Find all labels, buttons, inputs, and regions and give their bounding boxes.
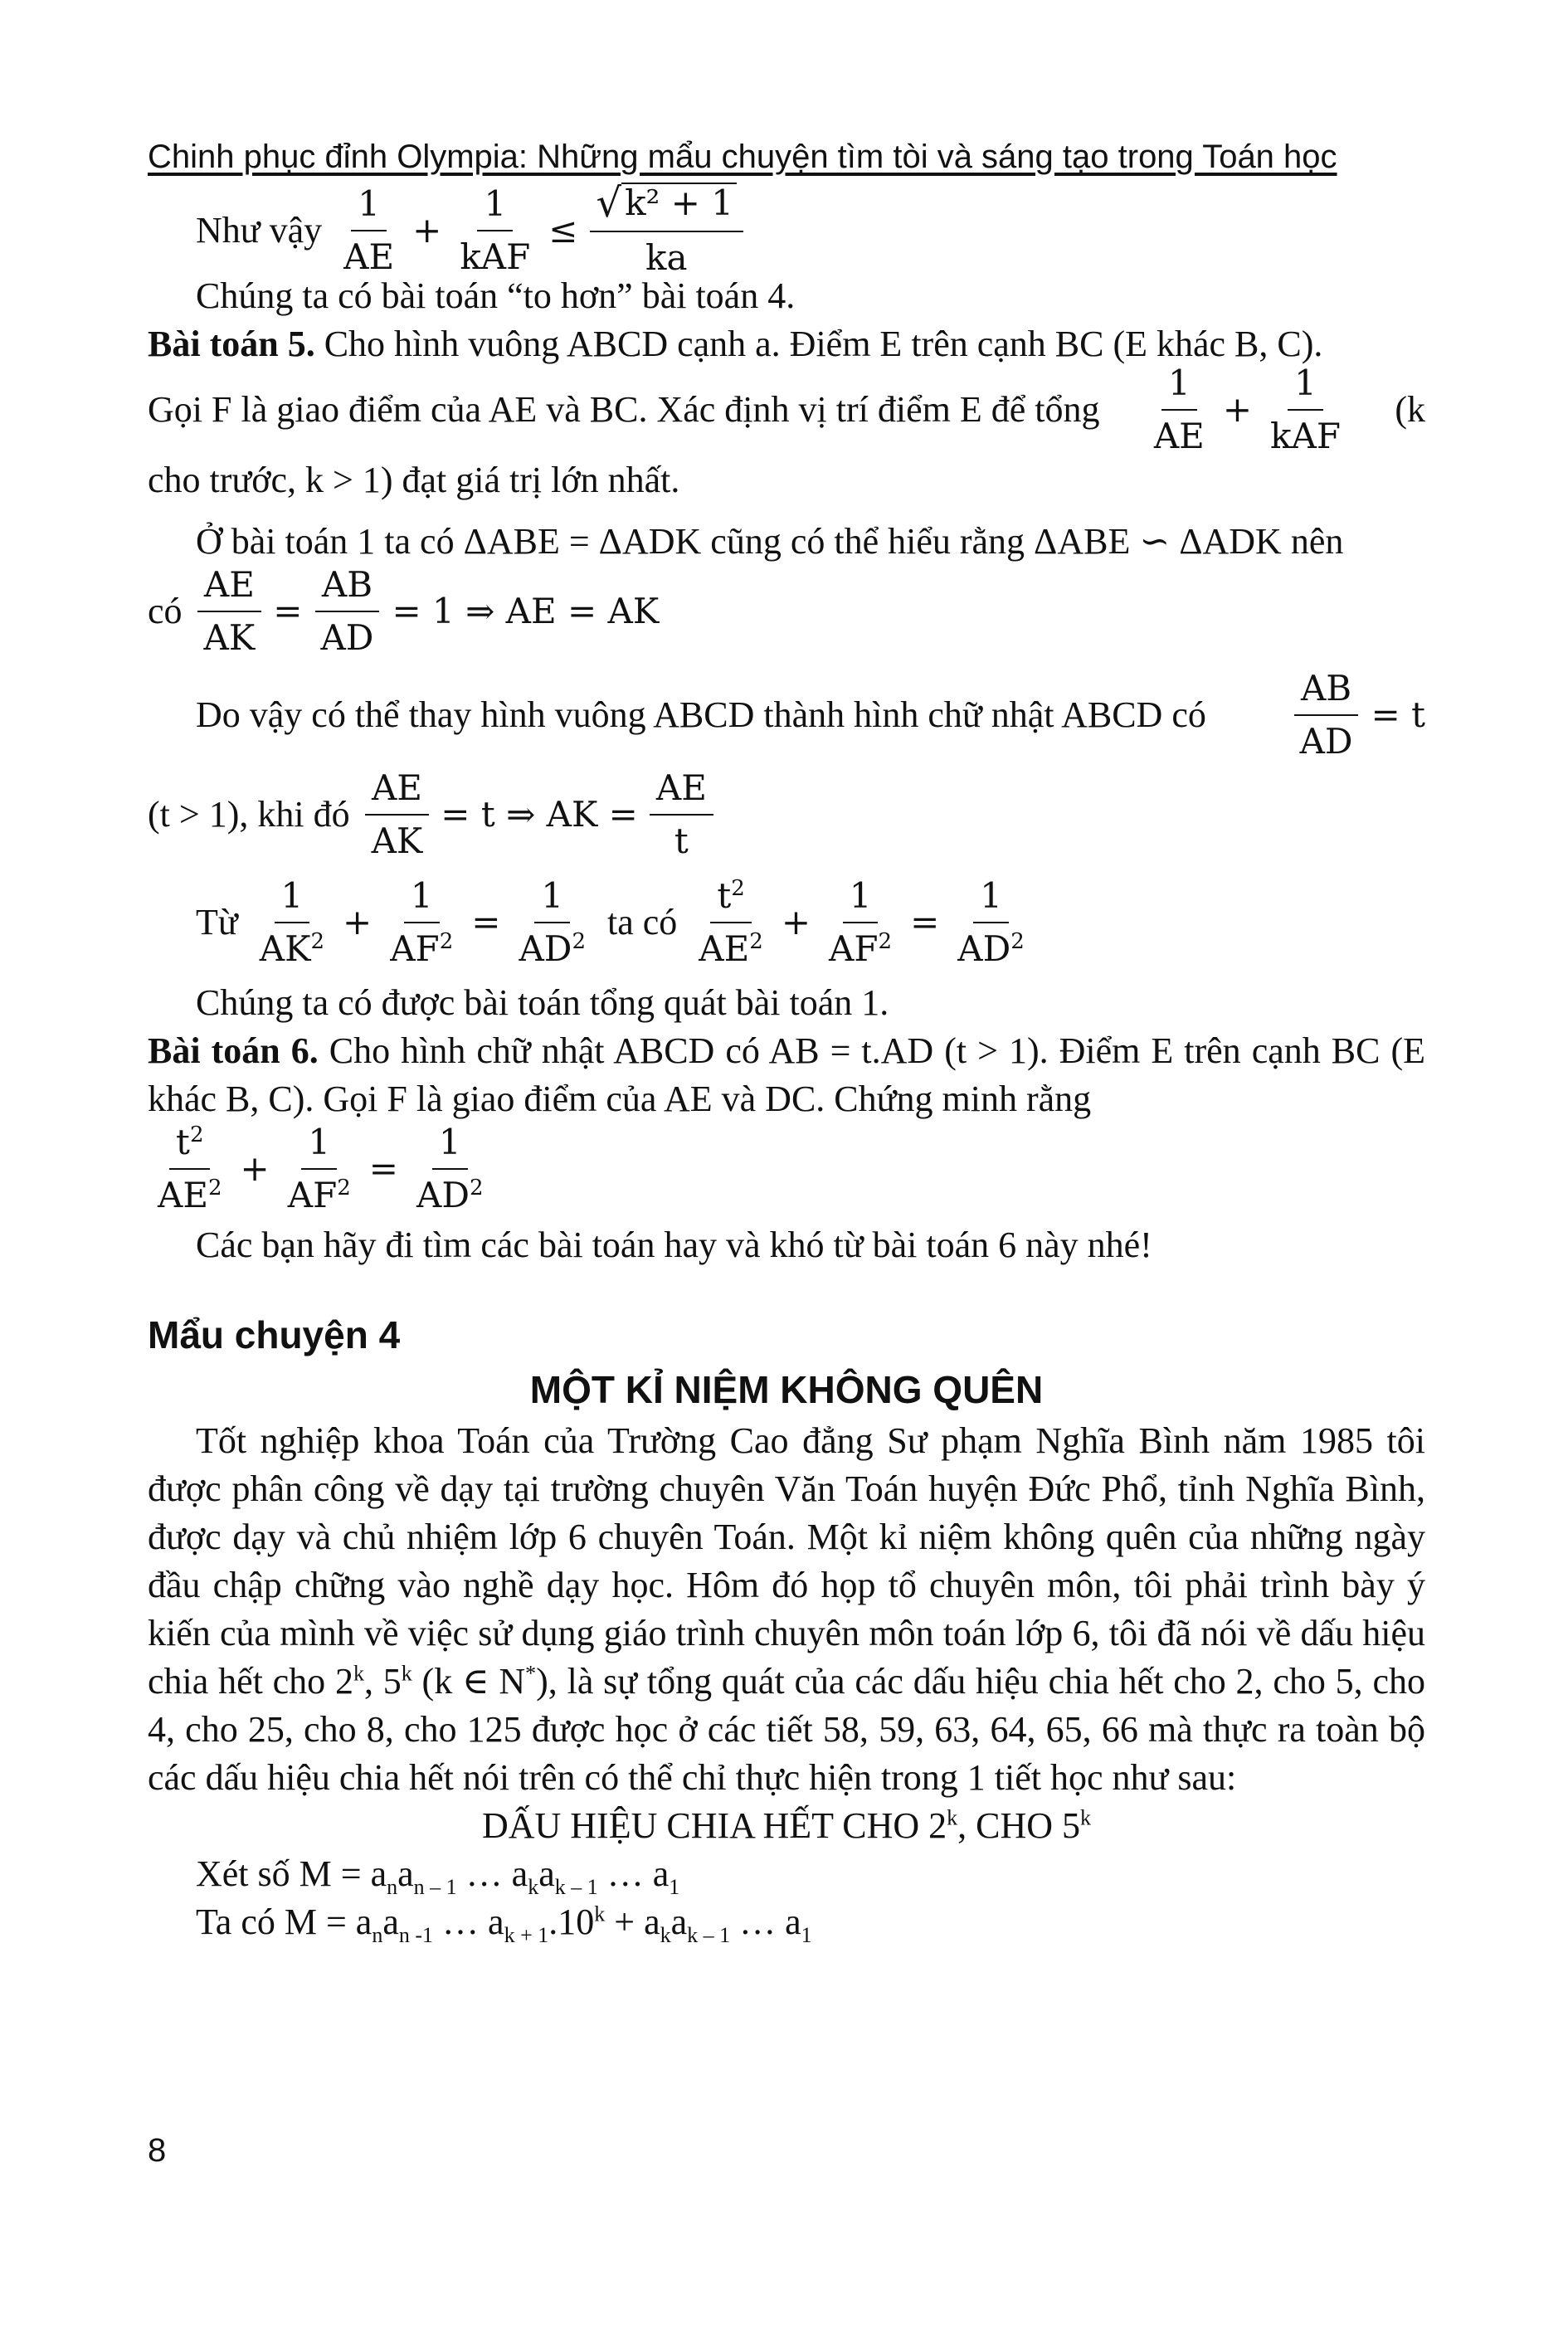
fraction: $\frac{1}{AF^2}$ — [287, 1122, 351, 1215]
inequality-lead: Như vậy — [196, 210, 323, 251]
problem-6-text: Bài toán 6. Cho hình chữ nhật ABCD có AB = t.AD (t > 1). Điểm E trên cạnh BC (E khác B, C). Gọi F là giao điểm của AE và DC. Chứng minh rằng — [148, 1030, 1426, 1119]
story-title: MỘT KỈ NIỆM KHÔNG QUÊN — [529, 1368, 1044, 1411]
invitation-line: Các bạn hãy đi tìm các bài toán hay và khó từ bài toán 6 này nhé! — [196, 1225, 1152, 1265]
fraction: √ k² + 1 ka — [587, 183, 747, 279]
inequality-formula: $\frac{1}{AE}$ + $\frac{1}{\text{kAF}}$ ≤ √ k² + 1 ka — [334, 183, 747, 279]
t-ratio-line: (t > 1), khi đó $\frac{AE}{AK}$ = t ⇒ AK = $\frac{AE}{t}$ — [148, 765, 1425, 864]
fraction: $\frac{t^2}{AE^2}$ — [699, 875, 763, 969]
remark-similar-triangles: Ở bài toán 1 ta có ΔABE = ΔADK cũng có thể hiểu rằng ΔABE ∽ ΔADK nên — [196, 521, 1344, 562]
square-root: √ k² + 1 — [597, 183, 738, 224]
identity-left: $\frac{1}{AK^2}$ + $\frac{1}{AF^2}$ = $\frac{1}{AD^2}$ — [250, 875, 596, 970]
fraction: $\frac{AE}{AK}$ — [194, 564, 265, 659]
problem-5-line2: Gọi F là giao điểm của AE và BC. Xác định vị trí điểm E để tổng $\frac{1}{AE}$ + $\frac{1}{\text{kAF}}$ (k — [148, 363, 1425, 456]
fraction: $\frac{AE}{AK}$ — [362, 767, 433, 862]
fraction: $\frac{AB}{AD}$ — [1290, 668, 1363, 762]
fraction: $\frac{1}{AE}$ — [1153, 363, 1205, 456]
expansion-line: Ta có $M = a_na_{n -1}$ … $a_{k + 1}.10^k + a_ka_{k - 1}$ … $a_1$ — [196, 1902, 812, 1947]
fraction: $\frac{1}{AF^2}$ — [829, 875, 893, 969]
rectangle-line: Do vậy có thể thay hình vuông ABCD thành hình chữ nhật ABCD có $\frac{AB}{AD}$ = t — [196, 668, 1425, 762]
from-identity-line: Từ $\frac{1}{AK^2}$ + $\frac{1}{AF^2}$ = $\frac{1}{AD^2}$ ta có $\frac{t^2}{AE^2}$ + $\frac{1}{AF^2}$ = $\frac{1}{AD^2}$ — [148, 873, 1425, 972]
document-page — [148, 133, 1425, 2306]
inequality-line — [148, 180, 1425, 278]
fraction: $\frac{1}{\text{kAF}}$ — [1270, 363, 1341, 456]
fraction: $\frac{t^2}{AE^2}$ — [158, 1122, 222, 1215]
ratio-formula: $\frac{AE}{AK}$ = $\frac{AB}{AD}$ = 1 ⇒ AE = AK — [194, 564, 660, 659]
problem-5-line1: Bài toán 5. Cho hình vuông ABCD cạnh a. Điểm E trên cạnh BC (E khác B, C). — [148, 324, 1323, 364]
fraction: $\frac{1}{AE}$ — [343, 183, 395, 277]
divisibility-title: DẤU HIỆU CHIA HẾT CHO 2$^k$, CHO 5$^k$ — [481, 1805, 1092, 1846]
page-number: 8 — [148, 2132, 167, 2169]
fraction: $\frac{AB}{AD}$ — [310, 564, 383, 659]
general-problem-line: Chúng ta có được bài toán tổng quát bài toán 1. — [196, 982, 889, 1023]
story-label: Mẩu chuyện 4 — [148, 1313, 401, 1356]
identity-right: $\frac{t^2}{AE^2}$ + $\frac{1}{AF^2}$ = $\frac{1}{AD^2}$ — [689, 875, 1035, 970]
fraction: $\frac{1}{AD^2}$ — [519, 875, 586, 969]
story-paragraph: Tốt nghiệp khoa Toán của Trường Cao đẳng Sư phạm Nghĩa Bình năm 1985 tôi được phân công về dạy tại trường chuyên Văn Toán huyện Đức Phổ, tỉnh Nghĩa Bình, được dạy và chủ nhiệm lớp 6 chuyên Toán. Một kỉ niệm không quên của những ngày đầu chập chững vào nghề dạy học. Hôm đó họp tổ chuyên môn, tôi phải trình bày ý kiến của mình về việc sử dụng giáo trình chuyên môn toán lớp 6, tôi đã nói về dấu hiệu chia hết cho 2$^k$, 5$^k$ (k ∈ N*), là sự tổng quát của các dấu hiệu chia hết cho 2, cho 5, cho 4, cho 25, cho 8, cho 125 được học ở các tiết 58, 59, 63, 64, 65, 66 mà thực ra toàn bộ các dấu hiệu chia hết nói trên có thể chỉ thực hiện trong 1 tiết học như sau: — [148, 1420, 1425, 1798]
fraction: $\frac{1}{AD^2}$ — [957, 875, 1025, 969]
fraction: $\frac{1}{AF^2}$ — [390, 875, 454, 969]
running-header: Chinh phục đỉnh Olympia: Những mẩu chuyện tìm tòi và sáng tạo trong Toán học — [148, 139, 1337, 175]
fraction: $\frac{1}{\text{kAF}}$ — [460, 183, 531, 277]
bigger-problem-line: Chúng ta có bài toán “to hơn” bài toán 4. — [196, 275, 796, 316]
ratio-equation: có $\frac{AE}{AK}$ = $\frac{AB}{AD}$ = 1 ⇒ AE = AK — [148, 564, 660, 658]
t-ratio-formula: $\frac{AE}{AK}$ = t ⇒ AK = $\frac{AE}{t}$ — [362, 767, 717, 862]
fraction: $\frac{1}{AD^2}$ — [416, 1122, 484, 1215]
fraction: $\frac{AE}{t}$ — [646, 767, 717, 862]
problem-5-label: Bài toán 5. — [148, 324, 315, 364]
problem-5-line3: cho trước, k > 1) đạt giá trị lớn nhất. — [148, 460, 680, 500]
fraction: $\frac{1}{AK^2}$ — [259, 875, 324, 969]
problem-5-sum: $\frac{1}{AE}$ + $\frac{1}{\text{kAF}}$ — [1144, 363, 1351, 457]
problem-6-formula: $\frac{t^2}{AE^2}$ + $\frac{1}{AF^2}$ = $\frac{1}{AD^2}$ — [148, 1122, 494, 1216]
problem-6-formula-line — [148, 1123, 1425, 1215]
consider-number-line: Xét số $M = a_na_{n - 1}$ … $a_ka_{k - 1}$ … $a_1$ — [196, 1853, 680, 1899]
problem-6-label: Bài toán 6. — [148, 1030, 319, 1071]
rectangle-ratio: $\frac{AB}{AD}$ = t — [1290, 668, 1425, 762]
